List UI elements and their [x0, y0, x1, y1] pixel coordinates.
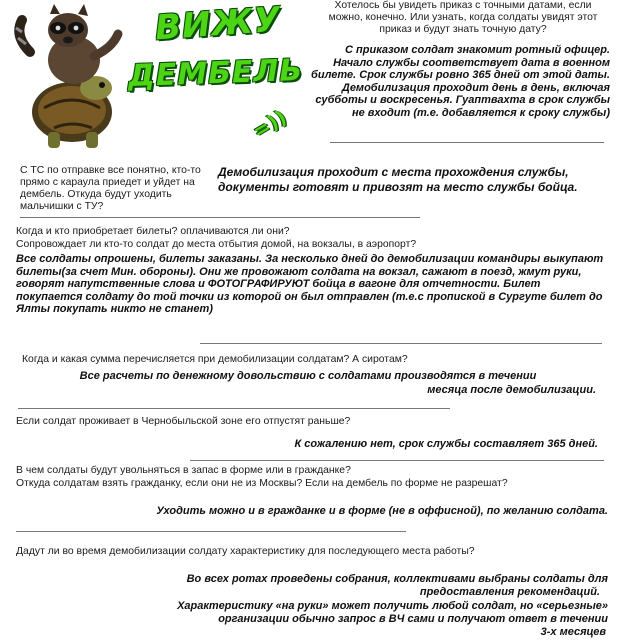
answer-4: К сожалению нет, срок службы составляет 365 дней. [294, 438, 598, 450]
answer-1: Демобилизация проходит с места прохождения службы, документы готовят и привозят на место службы бойца. [218, 165, 578, 194]
answer-6-line1: Во всех ротах проведены собрания, коллективами выбраны солдаты для [186, 573, 608, 585]
answer-5: Уходить можно и в гражданке и в форме (не в оффисной), по желанию солдата. [156, 505, 608, 517]
intro-question: Хотелось бы увидеть приказ с точными датами, если можно, конечно. Или узнать, когда солдаты увидят этот приказ и будут знать точную дату? [328, 0, 598, 35]
answer-6-line3: Характеристику «на руки» может получить любой солдат, но «серьезные» [177, 600, 608, 612]
question-4: Если солдат проживает в Чернобыльской зоне его отпустят раньше? [16, 416, 351, 427]
answer-6-line5: 3-х месяцев [540, 626, 606, 638]
divider [16, 531, 406, 532]
smiley-icon: =)) [248, 104, 291, 144]
mascot-illustration [8, 0, 128, 155]
question-5-line1: В чем солдаты будут увольняться в запас в форме или в гражданке? [16, 465, 351, 476]
divider [330, 142, 604, 143]
logo-title-line1: ВИЖУ [153, 0, 283, 49]
divider [20, 217, 420, 218]
question-5-line2: Откуда солдатам взять гражданку, если они не из Москвы? Если на дембель по форме не разрешат? [16, 478, 508, 489]
answer-2: Все солдаты опрошены, билеты заказаны. За несколько дней до демобилизации командиры выкупают билеты(за счет Мин. обороны). Они же провожают солдата на вокзал, сажают в поезд, жмут руки, говорят напутственные слова и ФОТОГРАФИРУЮТ бойца в вагоне для отчетности. Билет покупается солдату до той точки из которой он был отправлен (т.е.с пропиской в Сургуте билет до Ялты покупать никто не станет) [16, 253, 604, 316]
answer-3-line2: месяца после демобилизации. [427, 384, 596, 396]
question-6: Дадут ли во время демобилизации солдату характеристику для последующего места работы? [16, 546, 475, 557]
answer-3-line1: Все расчеты по денежному довольствию с солдатами производятся в течении [79, 370, 537, 382]
intro-answer: С приказом солдат знакомит ротный офицер. Начало службы соответствует дата в военном билете. Срок службы ровно 365 дней от этой даты. Демобилизация проходит день в день, включая субботы и воскресенья. Гуаптвахта в срок службы не входит (т.е. добавляется к сроку службы) [311, 44, 610, 119]
divider [190, 460, 604, 461]
answer-6-line4: организации обычно запрос в ВЧ сами и получают ответ в течении [218, 613, 608, 625]
divider [200, 343, 602, 344]
question-2-line1: Когда и кто приобретает билеты? оплачиваются ли они? [16, 226, 290, 237]
divider [18, 408, 450, 409]
question-1: С ТС по отправке все понятно, кто-то прямо с караула приедет и уйдет на дембель. Откуда будут уходить мальчишки с ТУ? [20, 165, 201, 212]
question-2-line2: Сопровождает ли кто-то солдат до места отбытия домой, на вокзалы, в аэропорт? [16, 239, 417, 250]
question-3: Когда и какая сумма перечисляется при демобилизации солдатам? А сиротам? [22, 354, 408, 365]
logo-title-line2: ДЕМБЕЛЬ [127, 52, 304, 95]
answer-6-line2: предоставления рекомендаций. [419, 586, 600, 598]
